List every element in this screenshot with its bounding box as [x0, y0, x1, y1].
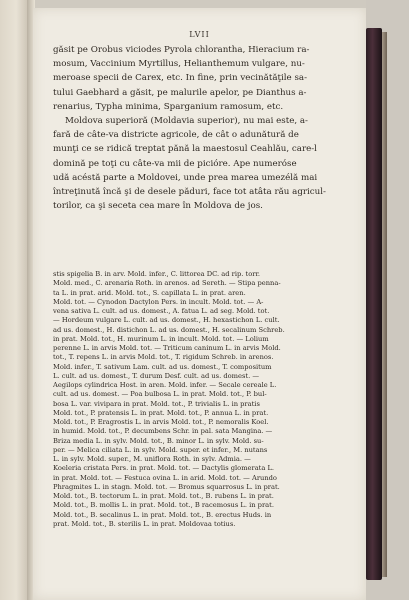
species-line: Mold. tot., B. tectorum L. in prat. Mold. tot., B. rubens L. in prat.: [53, 492, 274, 500]
species-line: prat. Mold. tot., B. sterilis L. in prat. Moldovaa totius.: [53, 519, 236, 528]
species-line: Briza media L. in sylv. Mold. tot., B. minor L. in sylv. Mold. su-: [53, 436, 264, 445]
species-line: perenne L. in arvis Mold. tot. — Triticum caninum L. in arvis Mold.: [53, 344, 281, 352]
facing-page-edge: [0, 0, 27, 600]
text-line: udă acéstă parte a Moldovei, unde prea marea umezélă mai: [53, 172, 318, 183]
text-line: renarius, Typha minima, Sparganium ramosum, etc.: [53, 101, 284, 112]
species-line: Mold. infer., T. sativum Lam. cult. ad us. domest., T. compositum: [53, 362, 272, 371]
text-line: întreţinută încă şi de desele păduri, face tot atâta rău agricul-: [53, 187, 326, 198]
species-line: Koeleria cristata Pers. in prat. Mold. tot. — Dactylis glomerata L.: [53, 464, 275, 473]
species-line: L. in sylv. Mold. super., M. uniflora Roth. in sylv. Admia. —: [53, 455, 251, 463]
page-block-edge: [382, 32, 387, 577]
species-line: in humid. Mold. tot., P. decumbens Schr. in pal. sata Mangina. —: [53, 427, 273, 436]
text-line: domină pe toţi cu câte-va mii de picióre. Ape numeróse: [53, 158, 297, 169]
species-line: bosa L. var. vivipara in prat. Mold. tot., P. trivialis L. in pratis: [53, 399, 260, 408]
species-line: Mold. tot., B. secalinus L. in prat. Mold. tot., B. erectus Huds. in: [53, 510, 272, 519]
species-line: stis spigelia B. in arv. Mold. infer., C. littorea DC. ad rip. torr.: [53, 270, 261, 278]
text-line: meroase specii de Carex, etc. In fine, prin vecinătăţile sa-: [53, 73, 308, 84]
text-line: Moldova superioră (Moldavia superior), nu mai este, a-: [65, 116, 308, 127]
species-line: Mold. tot., P. pratensis L. in prat. Mold. tot., P. annua L. in prat.: [53, 408, 269, 417]
species-line: in prat. Mold. tot. — Festuca ovina L. in arid. Mold. tot. — Arundo: [53, 473, 277, 482]
species-line: — Hordeum vulgare L. cult. ad us. domest., H. hexastichon L. cult.: [53, 316, 280, 325]
page-number: LVII: [189, 30, 210, 39]
species-line: Mold. tot. — Cynodon Dactylon Pers. in incult. Mold. tot. — A-: [53, 297, 264, 306]
species-line: cult. ad us. domest. — Poa bulbosa L. in prat. Mold. tot., P. bul-: [53, 390, 267, 399]
species-line: tot., T. repens L. in arvis Mold. tot., T. rigidum Schreb. in arenos.: [53, 353, 274, 362]
text-line: munţi ce se ridică treptat pănă la maestosul Ceahlău, care-l: [53, 144, 317, 155]
species-line: Aegilops cylindrica Host. in aren. Mold. infer. — Secale cereale L.: [53, 381, 277, 389]
species-line: in prat. Mold. tot., H. murinum L. in incult. Mold. tot. — Lolium: [53, 334, 269, 343]
species-line: per. — Melica ciliata L. in sylv. Mold. super. et infer., M. nutans: [53, 445, 268, 454]
text-line: mosum, Vaccinium Myrtillus, Helianthemum vulgare, nu-: [53, 59, 305, 70]
text-line: torilor, ca şi seceta cea mare în Moldova de jos.: [53, 201, 263, 212]
text-line: găsit pe Orobus viciodes Pyrola chlorantha, Hieracium ra-: [53, 45, 310, 55]
text-line: tului Gaebhard a găsit, pe malurile apelor, pe Dianthus a-: [53, 87, 307, 98]
species-line: Mold. tot., B. mollis L. in prat. Mold. tot., B racemosus L. in prat.: [53, 501, 274, 510]
main-paragraphs: [53, 43, 358, 213]
species-line: ad us. domest., H. distichon L. ad us. domest., H. secalinum Schreb.: [53, 325, 285, 334]
species-line: Phragmites L. in stagn. Mold. tot. — Bromus squarrosus L. in prat.: [53, 482, 280, 491]
species-line: Mold. med., C. arenaria Roth. in arenos. ad Sereth. — Stipa penna-: [53, 279, 281, 288]
book-spine: [366, 28, 382, 580]
book-cover: [366, 0, 409, 600]
species-line: Mold. tot., P. Eragrostis L. in arvis Mold. tot., P. nemoralis Koel.: [53, 418, 269, 426]
text-line: fară de câte-va districte agricole, de cât o adunătură de: [53, 130, 299, 141]
species-list: [53, 270, 358, 529]
book-page: [33, 8, 366, 600]
species-line: L. cult. ad us. domest., T. durum Desf. cult. ad us. domest. —: [53, 371, 260, 380]
species-line: ta L. in prat. arid. Mold. tot., S. capillata L. in prat. aren.: [53, 288, 246, 297]
species-line: vena sativa L. cult. ad us. domest., A. fatua L. ad seg. Mold. tot.: [53, 307, 270, 315]
